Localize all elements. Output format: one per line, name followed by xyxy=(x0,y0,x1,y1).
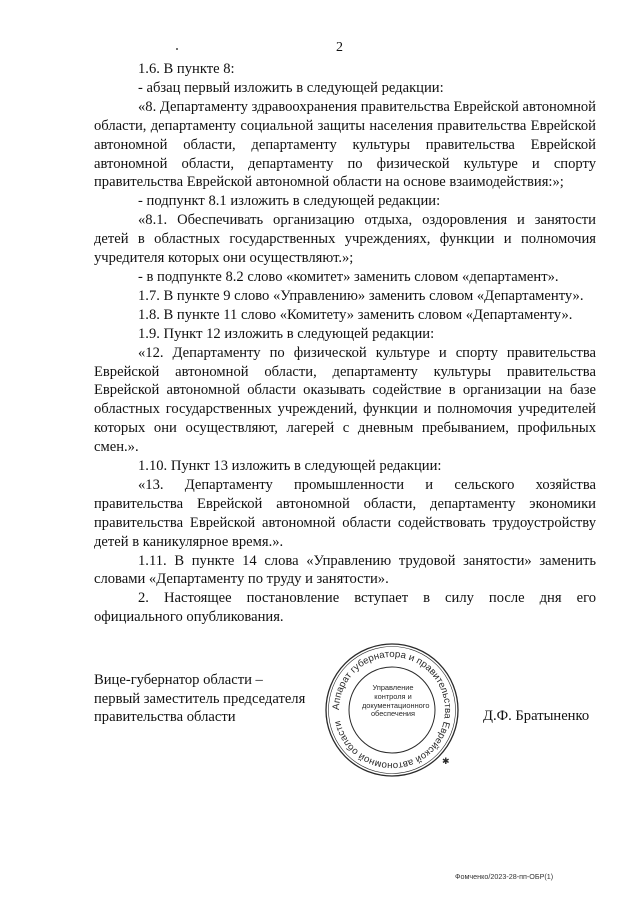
stamp-inner-line: Управление контроля и xyxy=(372,683,414,701)
signatory-position-line: правительства области xyxy=(94,709,236,726)
signatory-position xyxy=(94,671,305,727)
stamp-star-icon: ✱ xyxy=(442,756,450,766)
paragraph-1-6: 1.6. В пункте 8: xyxy=(138,61,235,77)
paragraph-1-9: 1.9. Пункт 12 изложить в следующей редакции: xyxy=(138,325,435,342)
signatory-position-line: Вице-губернатор области – xyxy=(94,672,263,688)
paragraph-1-10: 1.10. Пункт 13 изложить в следующей редакции: xyxy=(138,458,442,475)
document-body xyxy=(94,60,596,627)
paragraph-first-abzac: - абзац первый изложить в следующей редакции: xyxy=(138,79,444,96)
stamp-inner-line: обеспечения xyxy=(370,709,416,719)
stamp-ring-textpath: Аппарат губернатора и правительства Еврейской автономной области xyxy=(330,648,454,772)
paragraph-subpunkt-8-2: - в подпункте 8.2 слово «комитет» заменить словом «департамент». xyxy=(138,268,559,285)
footer-document-code: Фомченко/2023-28-пп-ОБР(1) xyxy=(455,872,554,881)
paragraph-1-11: 1.11. В пункте 14 слова «Управлению трудовой занятости» заменить словами «Департаменту по труду и занятости». xyxy=(94,552,596,588)
paragraph-2: 2. Настоящее постановление вступает в силу после дня его официального опубликования. xyxy=(94,590,596,626)
page-number: 2 xyxy=(336,40,343,55)
paragraph-quote-13: «13. Департаменту промышленности и сельского хозяйства правительства Еврейской автономной области, департаменту экономики правительства Еврейской автономной области содействовать трудоустройству детей в каникулярное время.». xyxy=(94,476,596,550)
stamp-inner-line: документационного xyxy=(362,700,430,710)
paragraph-1-8: 1.8. В пункте 11 слово «Комитету» заменить словом «Департаменту». xyxy=(138,306,573,323)
stamp-inner-text xyxy=(362,683,430,719)
signatory-name: Д.Ф. Братыненко xyxy=(483,708,590,724)
signatory-position-line: первый заместитель председателя xyxy=(94,690,306,707)
paragraph-subpunkt-8-1: - подпункт 8.1 изложить в следующей редакции: xyxy=(138,193,441,210)
paragraph-quote-8: «8. Департаменту здравоохранения правительства Еврейской автономной области, департаменту социальной защиты населения правительства Еврейской автономной области, департаменту культуры правительства Еврейской автономной области, департаменту по физической культуре и спорту правительства Еврейской автономной области на основе взаимодействия:»; xyxy=(94,98,596,191)
paragraph-quote-12: «12. Департаменту по физической культуре и спорту правительства Еврейской автономной области, департаменту культуры правительства Еврейской автономной области оказывать содействие в организации на базе областных государственных учреждений, функции и полномочия учредителей которых они осуществляют, лагерей с дневным пребыванием, профильных смен.». xyxy=(94,344,596,456)
paragraph-quote-8-1: «8.1. Обеспечивать организацию отдыха, оздоровления и занятости детей в областных государственных учреждениях, функции и полномочия учредителя которых они осуществляют.»; xyxy=(94,212,596,267)
scan-speck xyxy=(176,48,178,50)
paragraph-1-7: 1.7. В пункте 9 слово «Управлению» заменить словом «Департаменту». xyxy=(138,287,584,304)
